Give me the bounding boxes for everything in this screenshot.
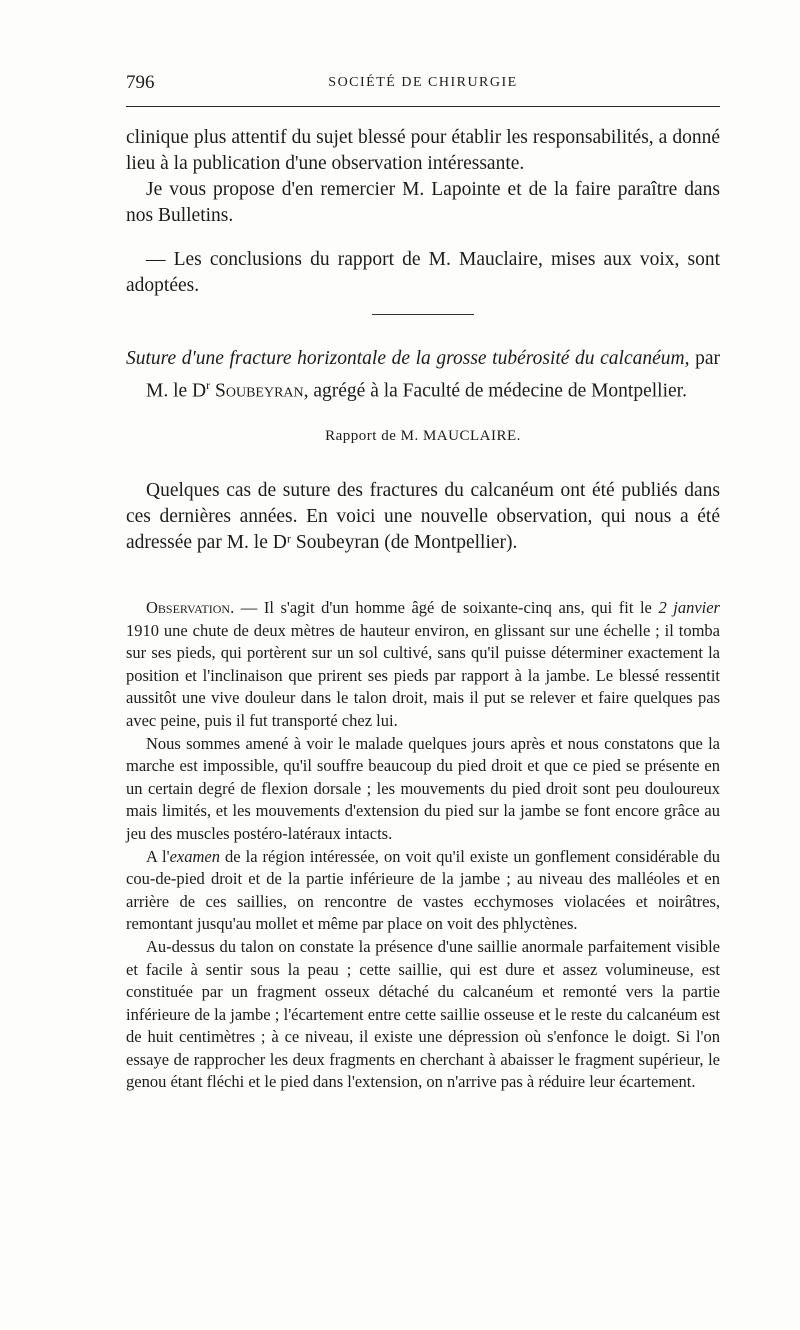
intro-paragraph-1: clinique plus attentif du sujet blessé pour établir les responsabilités, a donné lieu à la publication d'une observation intéressante. (126, 127, 720, 174)
title-italic: Suture d'une fracture horizontale de la grosse tubérosité du calcanéum, (126, 348, 690, 369)
title-sup: r (206, 378, 211, 392)
lead-section (126, 478, 720, 556)
title-rest: , agrégé à la Faculté de médecine de Montpellier. (303, 380, 687, 402)
observation-label: Observation. (146, 598, 235, 617)
observation-text-b: 1910 une chute de deux mètres de hauteur environ, en glissant sur une échelle ; il tomba sur ses pieds, qui portèrent sur un sol cultivé, sans qu'il puisse déterminer exactement la position et l'inclinaison que prirent ses pieds par rapport à la jambe. Le blessé ressentit aussitôt une vive douleur dans le talon droit, mais il put se relever et faire quelques pas avec peine, puis il fut transporté chez lui. (126, 620, 720, 730)
observation-text-a: — Il s'agit d'un homme âgé de soixante-cinq ans, qui fit le (234, 598, 659, 617)
intro-section (126, 125, 720, 299)
para3-text-b: de la région intéressée, on voit qu'il existe un gonflement considérable du cou-de-pied droit et de la partie inférieure de la jambe ; au niveau des malléoles et en arrière de ces saillies, on rencontre de vastes ecchymoses violacées et noirâtres, remontant jusqu'au mollet et même par place on voit des phlyctènes. (126, 846, 720, 934)
observation-paragraph (126, 597, 720, 733)
para3-text-a: A l' (146, 846, 170, 866)
article-title (126, 346, 720, 405)
observation-paragraph-3 (126, 846, 720, 936)
page-number: 796 (126, 72, 155, 93)
report-byline: Rapport de M. MAUCLAIRE. (325, 428, 521, 444)
observation-section (126, 597, 720, 1094)
running-head: SOCIÉTÉ DE CHIRURGIE (328, 75, 518, 90)
conclusion-paragraph: — Les conclusions du rapport de M. Mauclaire, mises aux voix, sont adoptées. (126, 249, 720, 296)
lead-paragraph: Quelques cas de suture des fractures du calcanéum ont été publiés dans ces dernières années. En voici une nouvelle observation, qui nous a été adressée par M. le Dʳ Soubeyran (de Montpellier). (126, 480, 720, 553)
section-separator (372, 314, 474, 315)
title-author: Soubeyran (210, 380, 304, 402)
para3-exam: examen (169, 846, 220, 866)
observation-paragraph-4: Au-dessus du talon on constate la présence d'une saillie anormale parfaitement visible et facile à sentir sous la peau ; cette saillie, qui est dure et assez volumineuse, est constituée par un fragment osseux détaché du calcanéum et remonté vers la partie inférieure de la jambe ; l'écartement entre cette saillie osseuse et le reste du calcanéum est de huit centimètres ; à ce niveau, il existe une dépression où s'enfonce le doigt. Si l'on essaye de rapprocher les deux fragments en cherchant à abaisser le fragment supérieur, le genou étant fléchi et le pied dans l'extension, on n'arrive pas à réduire leur écartement. (126, 936, 720, 1092)
observation-date: 2 janvier (658, 598, 720, 617)
title-by: par M. le D (146, 348, 721, 402)
page-header (126, 72, 720, 98)
observation-paragraph-2: Nous sommes amené à voir le malade quelques jours après et nous constatons que la marche est impossible, qu'il souffre beaucoup du pied droit et que ce pied se présente en un certain degré de flexion dorsale ; les mouvements du pied droit sont peu douloureux mais limités, et les mouvements d'extension du pied sur la jambe se font encore grâce au jeu des muscles postéro-latéraux intacts. (126, 733, 720, 843)
intro-paragraph-2: Je vous propose d'en remercier M. Lapointe et de la faire paraître dans nos Bulletins. (126, 179, 720, 226)
header-rule (126, 106, 720, 107)
